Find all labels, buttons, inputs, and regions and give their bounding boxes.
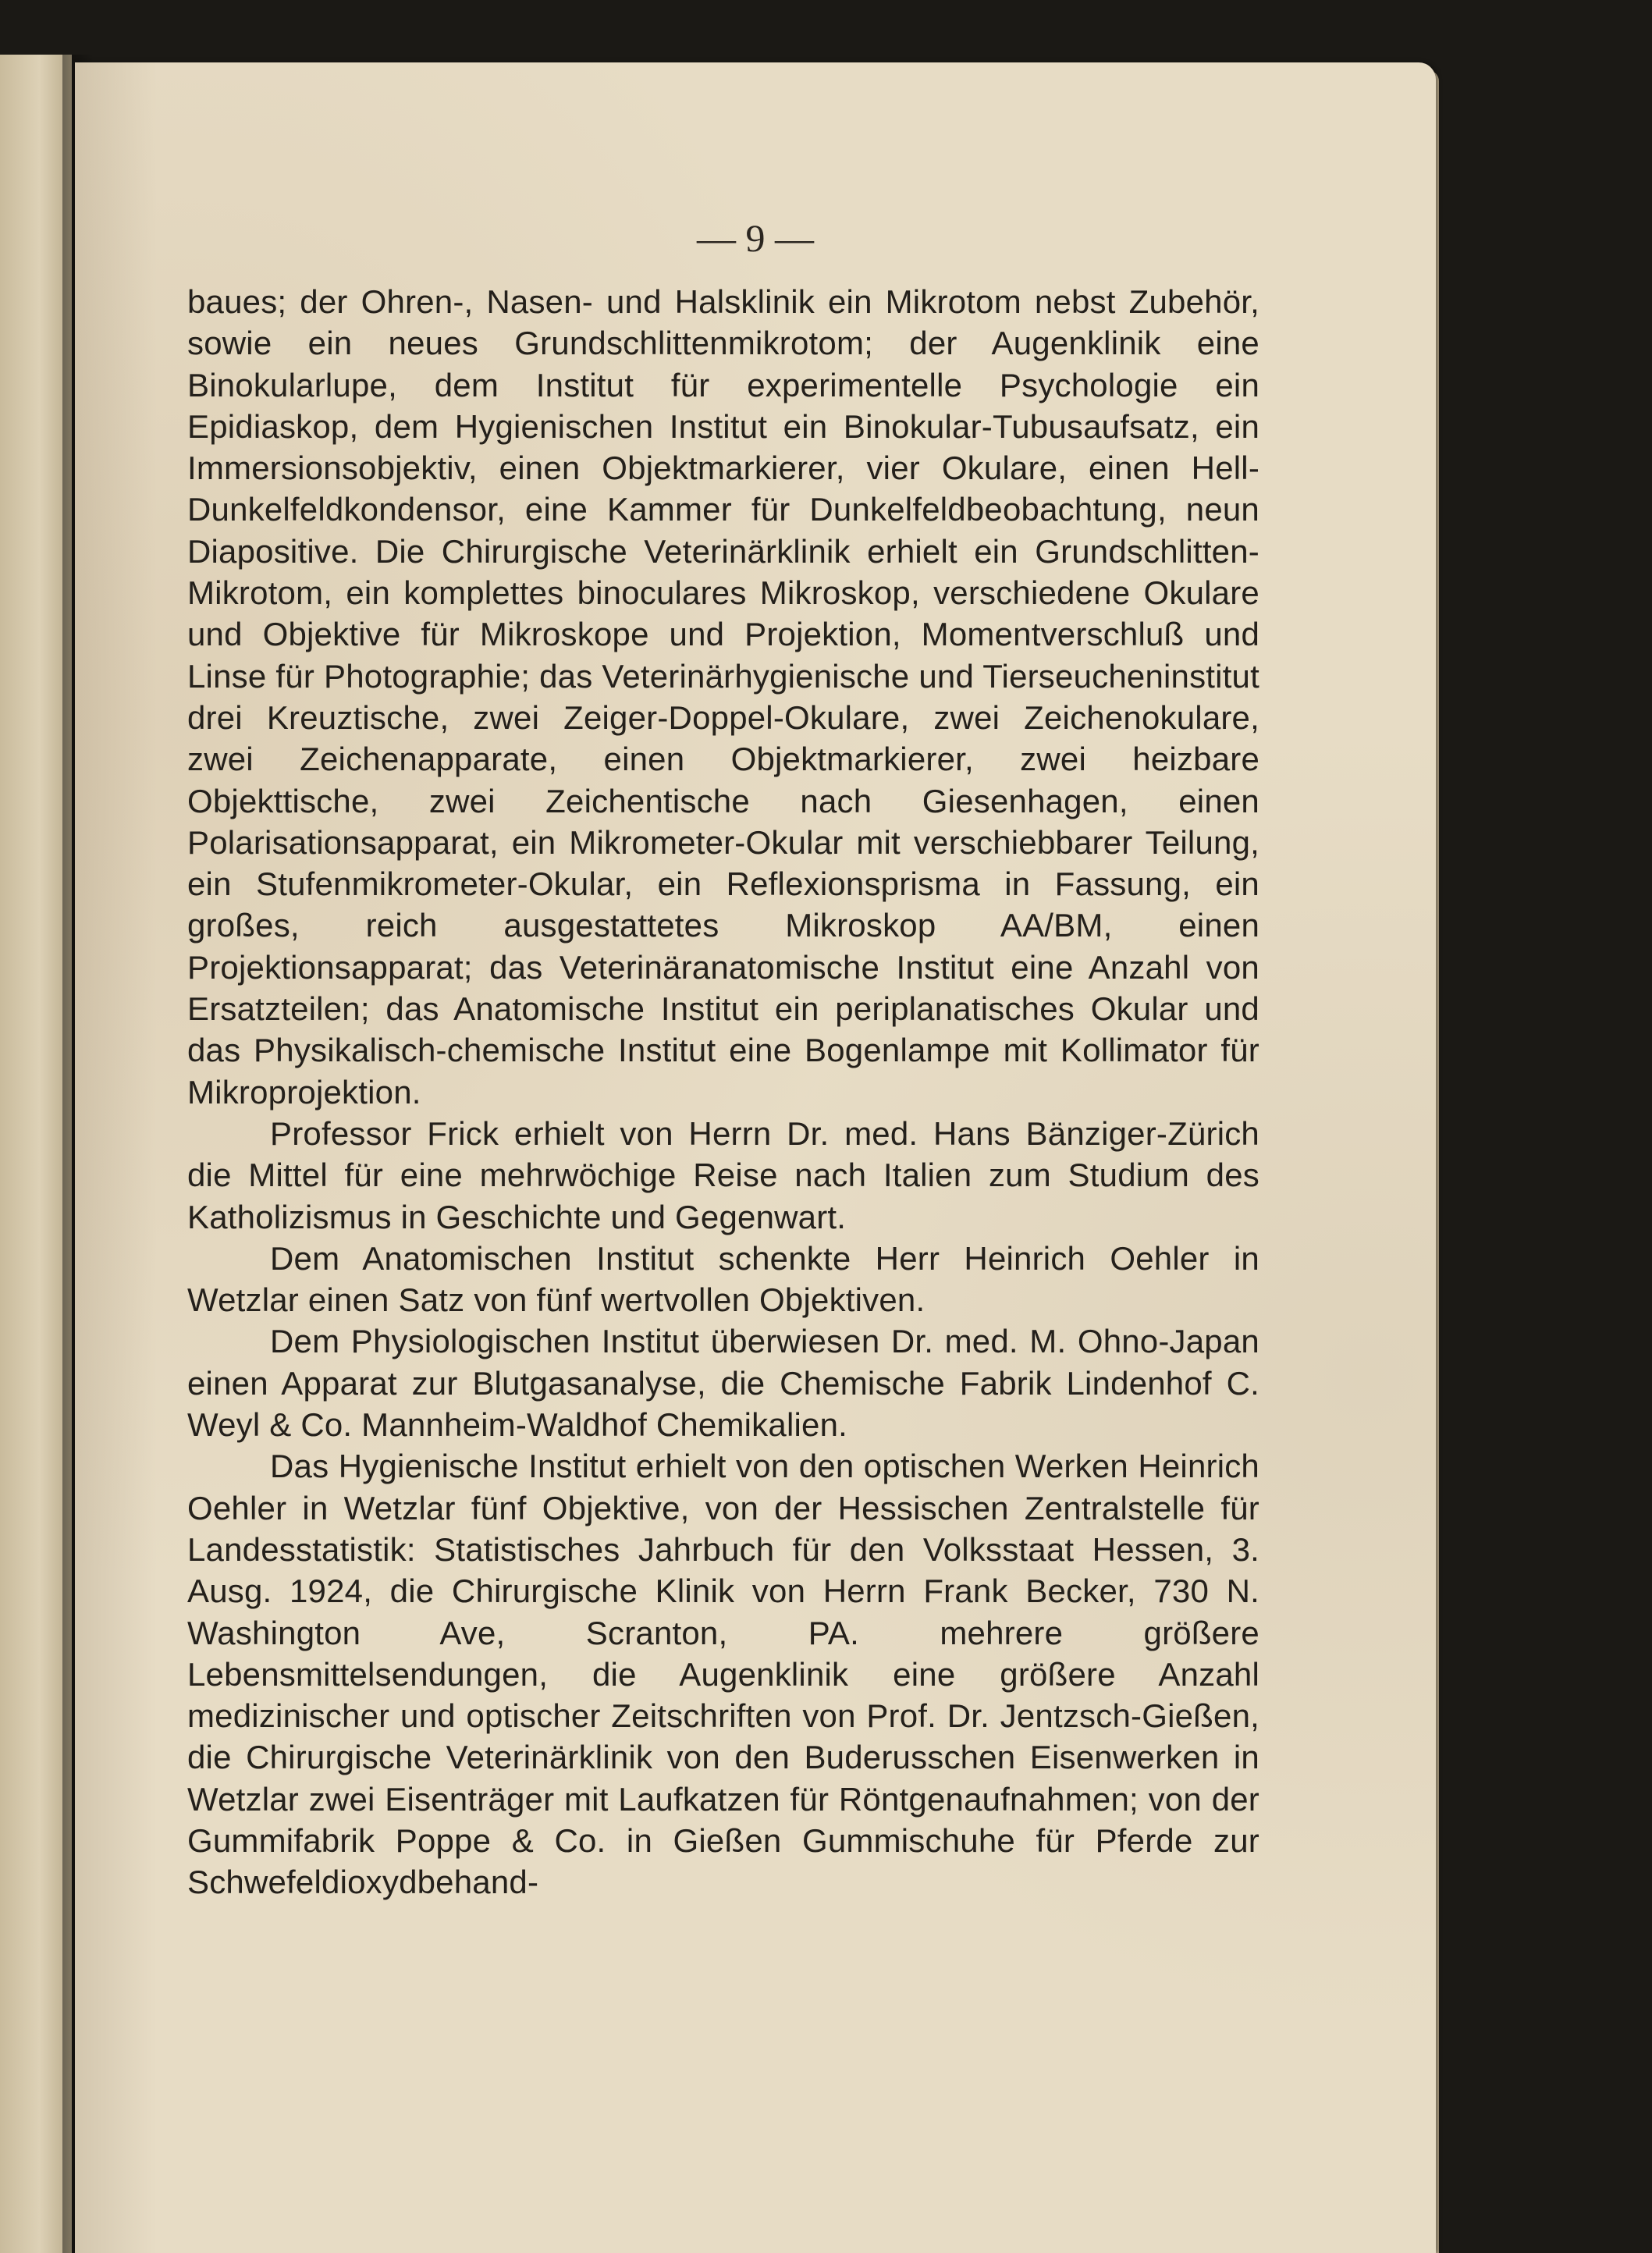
paragraph-frick: Professor Frick erhielt von Herrn Dr. med. Hans Bänziger-Zürich die Mittel für eine mehrwöchige Reise nach Italien zum Studium des Katholizismus in Geschichte und Gegenwart.	[187, 1114, 1259, 1235]
paragraph-continuation: baues; der Ohren-, Nasen- und Halsklinik ein Mikrotom nebst Zubehör, sowie ein neues Grundschlittenmikrotom; der Augenklinik eine Binokularlupe, dem Institut für experimentelle Psychologie ein Epidiaskop, dem Hygienischen Institut ein Binokular-Tubusaufsatz, ein Immersionsobjektiv, einen Objektmarkierer, vier Okulare, einen Hell-Dunkelfeldkondensor, eine Kammer für Dunkelfeldbeobachtung, neun Diapositive. Die Chirurgische Veterinärklinik erhielt ein Grundschlitten-Mikrotom, ein komplettes binoculares Mikroskop, verschiedene Okulare und Objektive für Mikroskope und Projektion, Momentverschluß und Linse für Photographie; das Veterinärhygienische und Tierseucheninstitut drei Kreuztische, zwei Zeiger-Doppel-Okulare, zwei Zeichenokulare, zwei Zeichenapparate, einen Objektmarkierer, zwei heizbare Objekttische, zwei Zeichentische nach Giesenhagen, einen Polarisationsapparat, ein Mikrometer-Okular mit verschiebbarer Teilung, ein Stufenmikrometer-Okular, ein Reflexionsprisma in Fassung, ein großes, reich ausgestattetes Mikroskop AA/BM, einen Projektionsapparat; das Veterinäranatomische Institut eine Anzahl von Ersatzteilen; das Anatomische Institut ein periplanatisches Okular und das Physikalisch-chemische Institut eine Bogenlampe mit Kollimator für Mikroprojektion.	[187, 283, 1259, 1111]
paragraph-anatomisches-institut: Dem Anatomischen Institut schenkte Herr Heinrich Oehler in Wetzlar einen Satz von fünf wertvollen Objektiven.	[187, 1239, 1259, 1319]
paragraph-hygienisches-institut: Das Hygienische Institut erhielt von den optischen Werken Heinrich Oehler in Wetzlar fünf Objektive, von der Hessischen Zentralstelle für Landesstatistik: Statistisches Jahrbuch für den Volksstaat Hessen, 3. Ausg. 1924, die Chirurgische Klinik von Herrn Frank Becker, 730 N. Washington Ave, Scranton, PA. mehrere größere Lebensmittelsendungen, die Augenklinik eine größere Anzahl medizinischer und optischer Zeitschriften von Prof. Dr. Jentzsch-Gießen, die Chirurgische Veterinärklinik von den Buderusschen Eisenwerken in Wetzlar zwei Eisenträger mit Laufkatzen für Röntgenaufnahmen; von der Gummifabrik Poppe & Co. in Gießen Gummischuhe für Pferde zur Schwefeldioxydbehand-	[187, 1448, 1259, 1901]
facing-page-edge	[0, 55, 72, 2253]
book-page	[75, 62, 1436, 2253]
page-number: — 9 —	[697, 216, 814, 260]
body-text	[187, 281, 1259, 1903]
paragraph-physiologisches-institut: Dem Physiologischen Institut überwiesen Dr. med. M. Ohno-Japan einen Apparat zur Blutgasanalyse, die Chemische Fabrik Lindenhof C. Weyl & Co. Mannheim-Waldhof Chemikalien.	[187, 1323, 1259, 1444]
